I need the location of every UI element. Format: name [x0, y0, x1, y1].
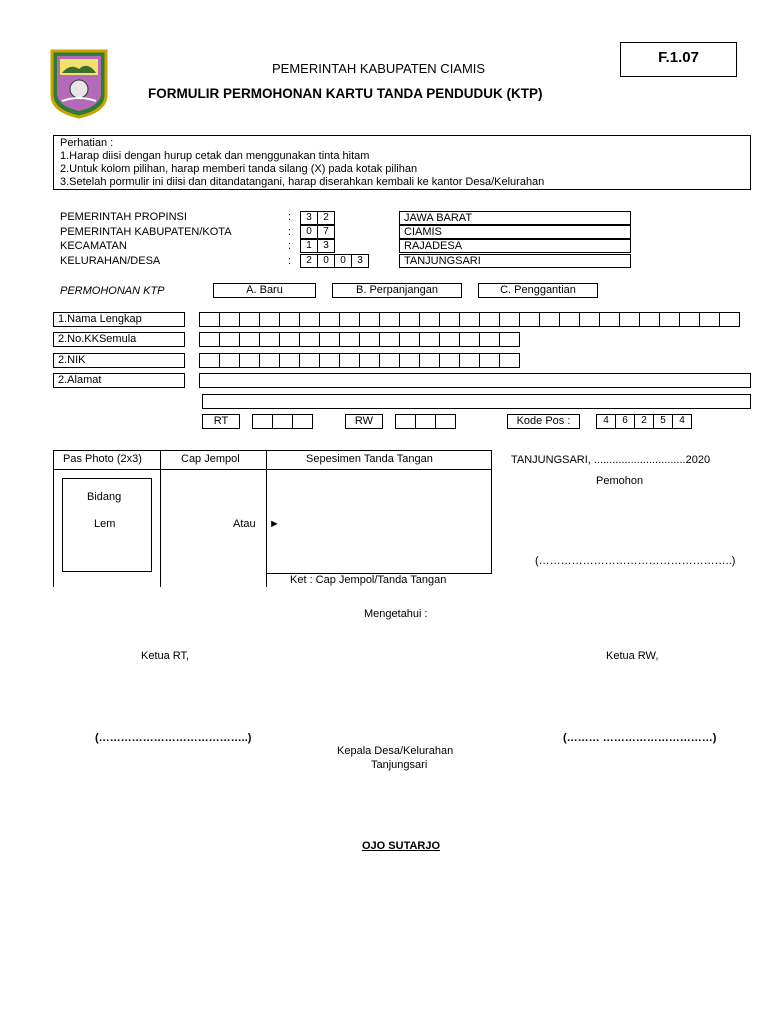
input-cell[interactable]: [579, 312, 600, 327]
nama-label: 1.Nama Lengkap: [53, 312, 185, 327]
input-cell[interactable]: [339, 353, 360, 368]
colon: :: [288, 226, 292, 238]
input-cell[interactable]: [319, 332, 340, 347]
notice-box: [53, 135, 751, 190]
form-code-box: [620, 42, 737, 77]
input-cell[interactable]: [379, 332, 400, 347]
atau-text: Atau: [233, 518, 256, 530]
input-cell[interactable]: [459, 332, 480, 347]
alamat-input-line2[interactable]: [202, 394, 751, 409]
input-cell[interactable]: [659, 312, 680, 327]
input-cell[interactable]: [399, 353, 420, 368]
input-cell[interactable]: [459, 312, 480, 327]
kodepos-digit: 6: [615, 414, 635, 429]
ketua-rw-text: Ketua RW,: [606, 650, 659, 662]
notice-heading: Perhatian :: [60, 137, 114, 149]
region-label: KELURAHAN/DESA: [60, 255, 161, 267]
input-cell[interactable]: [699, 312, 720, 327]
desa-name[interactable]: TANJUNGSARI: [399, 254, 631, 268]
alamat-label: 2.Alamat: [53, 373, 185, 388]
option-penggantian[interactable]: C. Penggantian: [478, 283, 598, 298]
pemohon-signature-line: (……………………………………………..): [535, 555, 736, 567]
code-digit: 1: [300, 239, 318, 253]
notice-line: 1.Harap diisi dengan hurup cetak dan menggunakan tinta hitam: [60, 150, 370, 162]
kodepos-digit: 4: [596, 414, 616, 429]
input-cell[interactable]: [199, 332, 220, 347]
kodepos-digit: 2: [634, 414, 654, 429]
lem-text: Lem: [94, 518, 116, 530]
permohonan-label: PERMOHONAN KTP: [60, 285, 165, 297]
input-cell[interactable]: [259, 332, 280, 347]
kodepos-digit: 5: [653, 414, 673, 429]
region-label: PEMERINTAH KABUPATEN/KOTA: [60, 226, 232, 238]
input-cell[interactable]: [319, 312, 340, 327]
input-cell[interactable]: [439, 312, 460, 327]
input-cell[interactable]: [415, 414, 436, 429]
input-cell[interactable]: [219, 353, 240, 368]
org-name: PEMERINTAH KABUPATEN CIAMIS: [272, 61, 486, 76]
colon: :: [288, 211, 292, 223]
input-cell[interactable]: [379, 353, 400, 368]
option-baru[interactable]: A. Baru: [213, 283, 316, 298]
input-cell[interactable]: [299, 332, 320, 347]
input-cell[interactable]: [239, 312, 260, 327]
form-code: F.1.07: [658, 49, 699, 66]
input-cell[interactable]: [439, 353, 460, 368]
place-date: TANJUNGSARI, ..............................2020: [511, 454, 711, 466]
mengetahui-text: Mengetahui :: [364, 608, 428, 620]
notice-line: 3.Setelah pormulir ini diisi dan ditandatangani, harap diserahkan kembali ke kantor Desa/Kelurahan: [60, 176, 545, 188]
code-digit: 2: [300, 254, 318, 268]
input-cell[interactable]: [395, 414, 416, 429]
pemohon-text: Pemohon: [596, 475, 644, 487]
nama-input-grid[interactable]: [199, 312, 740, 327]
nik-label: 2.NIK: [53, 353, 185, 368]
input-cell[interactable]: [239, 332, 260, 347]
input-cell[interactable]: [199, 353, 220, 368]
input-cell[interactable]: [639, 312, 660, 327]
input-cell[interactable]: [399, 312, 420, 327]
bidang-text: Bidang: [87, 491, 122, 503]
provinsi-name[interactable]: JAWA BARAT: [399, 211, 631, 225]
input-cell[interactable]: [539, 312, 560, 327]
col-cap-jempol: Cap Jempol: [181, 453, 240, 465]
input-cell[interactable]: [299, 353, 320, 368]
input-cell[interactable]: [419, 353, 440, 368]
alamat-input-line1[interactable]: [199, 373, 751, 388]
official-name: OJO SUTARJO: [362, 840, 441, 852]
input-cell[interactable]: [399, 332, 420, 347]
input-cell[interactable]: [459, 353, 480, 368]
rw-signature-line: (……… …………………………): [563, 732, 717, 744]
rw-input-grid[interactable]: [395, 414, 456, 429]
input-cell[interactable]: [379, 312, 400, 327]
code-digit: 3: [317, 239, 335, 253]
input-cell[interactable]: [199, 312, 220, 327]
photo-table: [53, 450, 492, 587]
option-perpanjangan[interactable]: B. Perpanjangan: [332, 283, 462, 298]
input-cell[interactable]: [419, 332, 440, 347]
kodepos-digit: 4: [672, 414, 692, 429]
code-digit: 3: [351, 254, 369, 268]
col-pas-photo: Pas Photo (2x3): [63, 453, 142, 465]
rw-label: RW: [345, 414, 383, 429]
code-digit: 0: [334, 254, 352, 268]
input-cell[interactable]: [292, 414, 313, 429]
arrow-right-icon: ►: [269, 518, 280, 530]
ket-text: Ket : Cap Jempol/Tanda Tangan: [290, 574, 447, 586]
code-digit: 2: [317, 211, 335, 225]
region-label: KECAMATAN: [60, 240, 127, 252]
notice-line: 2.Untuk kolom pilihan, harap memberi tanda silang (X) pada kotak pilihan: [60, 163, 418, 175]
kodepos-label: Kode Pos :: [507, 414, 580, 429]
provinsi-code[interactable]: [300, 211, 335, 225]
input-cell[interactable]: [339, 332, 360, 347]
form-title: FORMULIR PERMOHONAN KARTU TANDA PENDUDUK (KTP): [148, 86, 543, 101]
input-cell[interactable]: [239, 353, 260, 368]
input-cell[interactable]: [279, 312, 300, 327]
input-cell[interactable]: [359, 312, 380, 327]
input-cell[interactable]: [219, 332, 240, 347]
input-cell[interactable]: [499, 353, 520, 368]
desa-code[interactable]: [300, 254, 369, 268]
ketua-rt-text: Ketua RT,: [141, 650, 190, 662]
input-cell[interactable]: [719, 312, 740, 327]
input-cell[interactable]: [279, 332, 300, 347]
input-cell[interactable]: [319, 353, 340, 368]
input-cell[interactable]: [299, 312, 320, 327]
kecamatan-code[interactable]: [300, 239, 335, 253]
input-cell[interactable]: [359, 353, 380, 368]
input-cell[interactable]: [219, 312, 240, 327]
rt-input-grid[interactable]: [252, 414, 313, 429]
input-cell[interactable]: [259, 353, 280, 368]
nokk-label: 2.No.KKSemula: [53, 332, 185, 347]
input-cell[interactable]: [359, 332, 380, 347]
rt-label: RT: [202, 414, 240, 429]
photo-box[interactable]: [62, 478, 152, 572]
code-digit: 3: [300, 211, 318, 225]
kabupaten-name[interactable]: CIAMIS: [399, 225, 631, 239]
input-cell[interactable]: [619, 312, 640, 327]
code-digit: 7: [317, 225, 335, 239]
input-cell[interactable]: [252, 414, 273, 429]
input-cell[interactable]: [439, 332, 460, 347]
input-cell[interactable]: [499, 312, 520, 327]
rt-signature-line: (…………………………………..): [95, 732, 252, 744]
input-cell[interactable]: [272, 414, 293, 429]
input-cell[interactable]: [519, 312, 540, 327]
input-cell[interactable]: [479, 312, 500, 327]
nokk-input-grid[interactable]: [199, 332, 520, 347]
col-spesimen: Sepesimen Tanda Tangan: [306, 453, 433, 465]
kepala-desa-text: Kepala Desa/Kelurahan: [337, 745, 454, 757]
input-cell[interactable]: [679, 312, 700, 327]
input-cell[interactable]: [499, 332, 520, 347]
ciamis-emblem-logo: [48, 47, 110, 119]
colon: :: [288, 240, 292, 252]
input-cell[interactable]: [559, 312, 580, 327]
code-digit: 0: [300, 225, 318, 239]
region-label: PEMERINTAH PROPINSI: [60, 211, 187, 223]
input-cell[interactable]: [435, 414, 456, 429]
input-cell[interactable]: [419, 312, 440, 327]
kecamatan-name[interactable]: RAJADESA: [399, 239, 631, 253]
desa-text: Tanjungsari: [371, 759, 428, 771]
input-cell[interactable]: [479, 353, 500, 368]
input-cell[interactable]: [339, 312, 360, 327]
input-cell[interactable]: [599, 312, 620, 327]
kodepos-input[interactable]: [596, 414, 692, 429]
input-cell[interactable]: [279, 353, 300, 368]
kabupaten-code[interactable]: [300, 225, 335, 239]
input-cell[interactable]: [259, 312, 280, 327]
code-digit: 0: [317, 254, 335, 268]
colon: :: [288, 255, 292, 267]
input-cell[interactable]: [479, 332, 500, 347]
nik-input-grid[interactable]: [199, 353, 520, 368]
